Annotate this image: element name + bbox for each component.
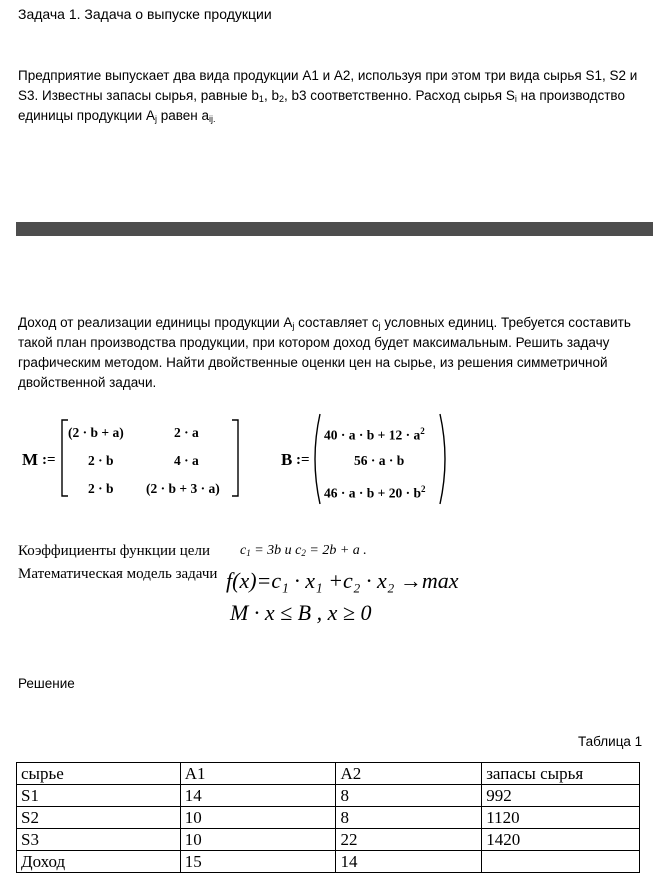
table-cell: S3 xyxy=(17,829,181,851)
table-cell: 15 xyxy=(180,851,336,873)
table-cell: 10 xyxy=(180,807,336,829)
objective-function: f(x)=c₁ · x₁ +c₂ · x₂ →max xyxy=(226,568,459,593)
matrix-cell: (2 · b + a) xyxy=(68,425,124,440)
subscript: 1 xyxy=(258,94,264,104)
subscript: ij. xyxy=(208,114,216,124)
text: равен a xyxy=(156,108,209,123)
text: = 2b + a . xyxy=(305,543,367,558)
matrix-cell: 2 · b xyxy=(88,453,114,468)
coefficients-formula xyxy=(240,543,367,559)
table-cell: 1120 xyxy=(482,807,640,829)
table-cell xyxy=(482,851,640,873)
text: , b xyxy=(263,88,279,103)
subscript: j xyxy=(154,114,157,124)
resources-table xyxy=(16,762,640,873)
problem-paragraph xyxy=(18,66,638,126)
vector-text: 46 · a · b + 20 · b xyxy=(324,485,421,501)
superscript: 2 xyxy=(420,484,426,494)
coefficients-label: Коэффициенты функции цели xyxy=(18,543,210,559)
superscript: 2 xyxy=(420,426,425,436)
table-cell: 992 xyxy=(482,785,640,807)
text: условных единиц. Требуется составить такой план производства продукции, при котором доход будет максимальным. Решить задачу графическим методом. Найти двойственные оценки цен на сырье, из решения симметричной двойственной задачи. xyxy=(18,315,631,390)
task-title: Задача 1. Задача о выпуске продукции xyxy=(18,6,272,22)
text: Предприятие выпускает два вида продукции А1 и А2, используя при этом три вида сырья S1, S2 и S3. Известны запасы сырья, равные b xyxy=(18,68,638,103)
table-header-row xyxy=(17,763,640,785)
table-caption: Таблица 1 xyxy=(578,734,643,749)
table-row xyxy=(17,785,640,807)
table-cell: 1420 xyxy=(482,829,640,851)
matrix-m-label: M xyxy=(22,450,39,469)
vector-cell xyxy=(324,426,425,444)
var: c xyxy=(295,543,302,558)
vector-text: 40 · a · b + 12 · a xyxy=(324,427,421,443)
table-cell: Доход xyxy=(17,851,181,873)
matrix-cell: 2 · a xyxy=(174,425,199,440)
header-cell: А2 xyxy=(336,763,482,785)
assign-symbol: := xyxy=(296,452,310,468)
text: , b3 соответственно. Расход сырья S xyxy=(283,88,515,103)
text: на производство единицы продукции A xyxy=(18,88,625,123)
header-cell: А1 xyxy=(180,763,336,785)
vector-b-label: B xyxy=(281,450,293,469)
matrix-cell: 4 · a xyxy=(174,453,199,468)
table-row xyxy=(17,851,640,873)
table-cell: 10 xyxy=(180,829,336,851)
constraint-formula: M · x ≤ B , x ≥ 0 xyxy=(230,600,372,625)
var: c xyxy=(240,543,247,558)
matrix-cell: (2 · b + 3 · a) xyxy=(146,481,220,496)
table-row xyxy=(17,829,640,851)
table-cell: 8 xyxy=(336,807,482,829)
subscript: j xyxy=(378,321,381,331)
subscript: i xyxy=(514,94,517,104)
page-top xyxy=(0,0,653,222)
model-label: Математическая модель задачи xyxy=(18,566,218,582)
income-paragraph xyxy=(18,313,633,393)
solution-heading: Решение xyxy=(18,676,75,691)
header-cell: сырье xyxy=(17,763,181,785)
subscript: 1 xyxy=(246,548,251,558)
vector-cell: 56 · a · b xyxy=(354,453,405,468)
assign-symbol: := xyxy=(42,452,56,468)
subscript: 2 xyxy=(301,548,306,558)
table-row xyxy=(17,807,640,829)
header-cell: запасы сырья xyxy=(482,763,640,785)
vector-cell xyxy=(324,484,425,502)
subscript: 2 xyxy=(278,94,284,104)
table-cell: S2 xyxy=(17,807,181,829)
table-cell: S1 xyxy=(17,785,181,807)
table-cell: 14 xyxy=(180,785,336,807)
table-cell: 8 xyxy=(336,785,482,807)
subscript: j xyxy=(292,321,295,331)
text: = 3b и xyxy=(250,543,296,558)
text: составляет c xyxy=(294,315,379,330)
page-break-divider xyxy=(16,222,653,236)
text: Доход от реализации единицы продукции A xyxy=(18,315,293,330)
matrix-cell: 2 · b xyxy=(88,481,114,496)
table-cell: 22 xyxy=(336,829,482,851)
table-cell: 14 xyxy=(336,851,482,873)
